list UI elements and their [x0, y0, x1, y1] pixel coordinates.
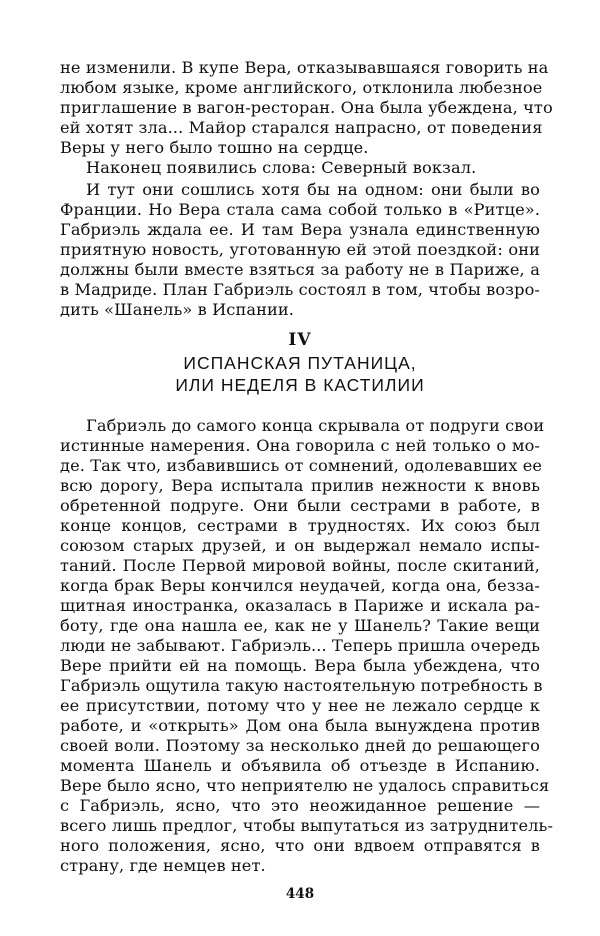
text-line: Габриэль ждала ее. И там Вера узнала единственную [60, 220, 540, 239]
text-line: дить «Шанель» в Испании. [60, 300, 295, 319]
text-line: союзом старых друзей, и он выдержал немало испы- [60, 536, 540, 555]
chapter-title-line-1: ИСПАНСКАЯ ПУТАНИЦА, [183, 353, 417, 373]
text-line: приглашение в вагон-ресторан. Она была убеждена, что [60, 98, 553, 117]
text-line: с Габриэль, ясно, что это неожиданное решение — [60, 796, 540, 815]
page-number: 448 [285, 886, 315, 902]
text-line: когда брак Веры кончился неудачей, когда она, безза- [60, 576, 540, 595]
text-line: истинные намерения. Она говорила с ней только о мо- [60, 436, 540, 455]
text-line: И тут они сошлись хотя бы на одном: они были во [86, 180, 540, 199]
text-line: страну, где немцев нет. [60, 856, 266, 875]
text-line: Наконец появились слова: Северный вокзал. [86, 158, 477, 177]
text-line: должны были вместе взяться за работу не в Париже, а [60, 260, 540, 279]
text-line: ного положения, ясно, что они вдвоем отправятся в [60, 836, 540, 855]
text-line: де. Так что, избавившись от сомнений, одолевавших ее [60, 456, 543, 475]
text-line: Габриэль ощутила такую настоятельную потребность в [60, 676, 543, 695]
chapter-number: IV [288, 330, 312, 350]
text-line: не изменили. В купе Вера, отказывавшаяся говорить на [60, 58, 549, 77]
text-line: всю дорогу, Вера испытала прилив нежности к вновь [60, 476, 540, 495]
text-line: Веры у него было тошно на сердце. [60, 138, 369, 157]
text-line: ей хотят зла... Майор старался напрасно, от поведения [60, 118, 543, 137]
text-line: своей воли. Поэтому за несколько дней до решающего [60, 736, 540, 755]
text-line: Франции. Но Вера стала сама собой только в «Ритце». [60, 200, 540, 219]
text-line: работе, и «открыть» Дом она была вынуждена против [60, 716, 540, 735]
text-line: Вере прийти ей на помощь. Вера была убеждена, что [60, 656, 540, 675]
text-line: конце концов, сестрами в трудностях. Их союз был [60, 516, 540, 535]
text-line: приятную новость, уготованную ей этой поездкой: они [60, 240, 540, 259]
text-line: таний. После Первой мировой войны, после скитаний, [60, 556, 540, 575]
text-line: любом языке, кроме английского, отклонила любезное [60, 78, 543, 97]
text-line: Габриэль до самого конца скрывала от подруги свои [86, 416, 545, 435]
text-line: момента Шанель и объявила об отъезде в Испанию. [60, 756, 540, 775]
text-line: щитная иностранка, оказалась в Париже и искала ра- [60, 596, 540, 615]
text-line: ее присутствии, потому что у нее не лежало сердце к [60, 696, 540, 715]
text-line: боту, где она нашла ее, как не у Шанель? Такие вещи [60, 616, 540, 635]
text-line: Вере было ясно, что неприятелю не удалось справиться [60, 776, 550, 795]
text-line: в Мадриде. План Габриэль состоял в том, чтобы возро- [60, 280, 540, 299]
text-line: всего лишь предлог, чтобы выпутаться из затруднитель- [60, 816, 554, 835]
chapter-title-line-2: ИЛИ НЕДЕЛЯ В КАСТИЛИИ [175, 375, 425, 395]
text-line: обретенной подруге. Они были сестрами в работе, в [60, 496, 540, 515]
text-line: люди не забывают. Габриэль... Теперь пришла очередь [60, 636, 540, 655]
